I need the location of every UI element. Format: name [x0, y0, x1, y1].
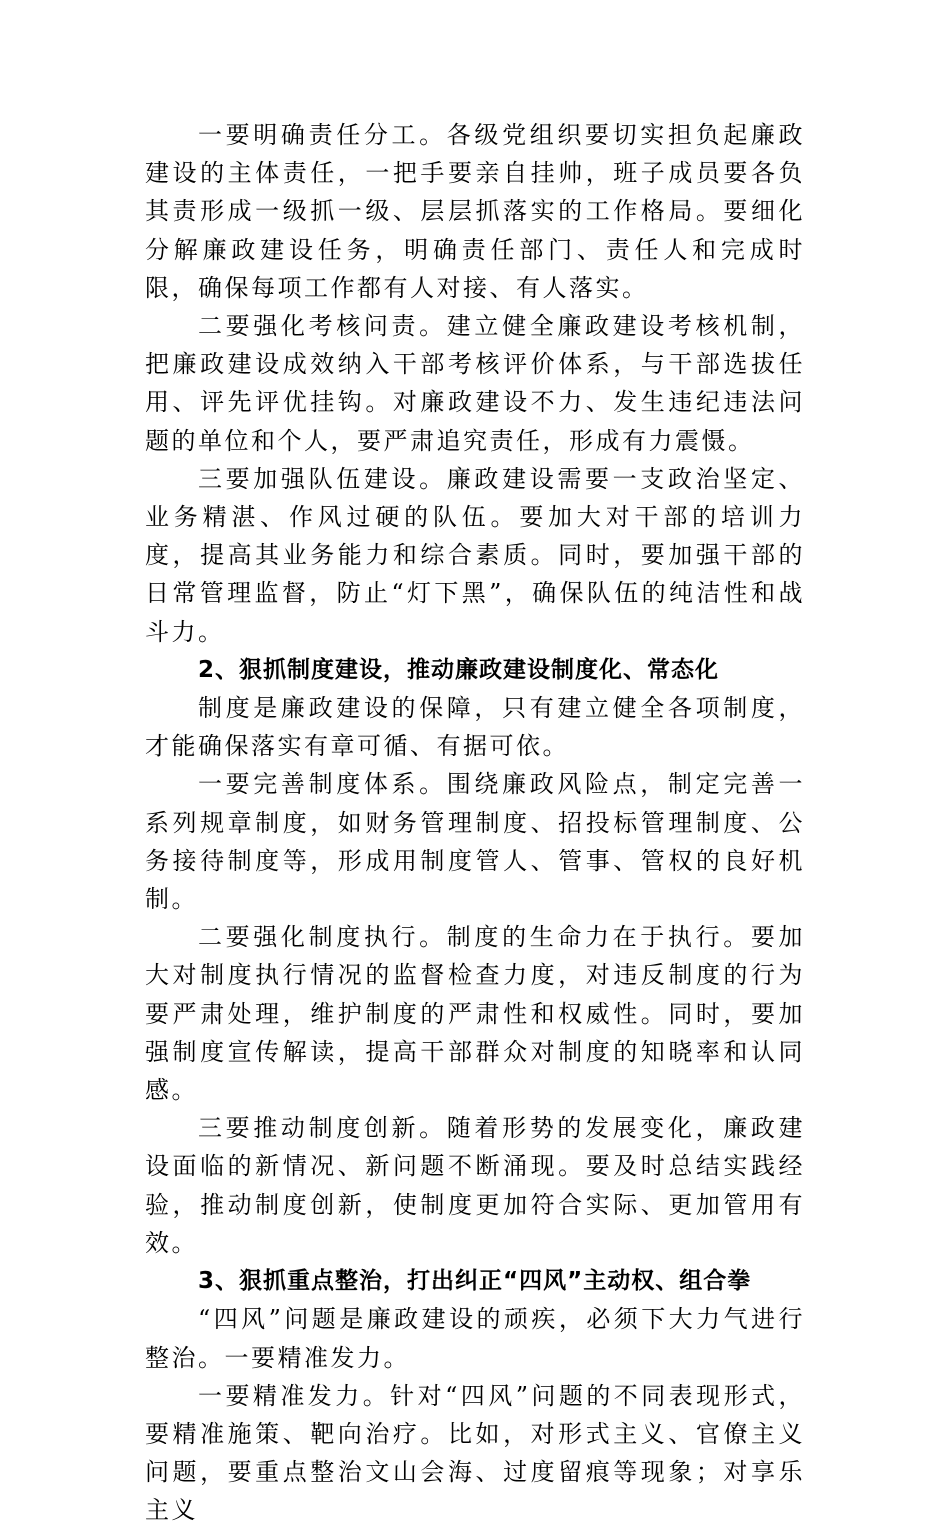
paragraph-four-winds-intro: “四风”问题是廉政建设的顽疾，必须下大力气进行整治。一要精准发力。	[145, 1305, 805, 1372]
paragraph-responsibility: 一要明确责任分工。各级党组织要切实担负起廉政建设的主体责任，一把手要亲自挂帅，班子成员要各负其责形成一级抓一级、层层抓落实的工作格局。要细化分解廉政建设任务，明确责任部门、责任人和完成时限，确保每项工作都有人对接、有人落实。	[145, 121, 805, 302]
section-heading-key-rectification: 3、狠抓重点整治，打出纠正“四风”主动权、组合拳	[198, 1268, 752, 1295]
paragraph-team-building: 三要加强队伍建设。廉政建设需要一支政治坚定、业务精湛、作风过硬的队伍。要加大对干部的培训力度，提高其业务能力和综合素质。同时，要加强干部的日常管理监督，防止“灯下黑”，确保队伍的纯洁性和战斗力。	[145, 464, 805, 646]
paragraph-accountability: 二要强化考核问责。建立健全廉政建设考核机制，把廉政建设成效纳入干部考核评价体系，与干部选拔任用、评先评优挂钩。对廉政建设不力、发生违纪违法问题的单位和个人，要严肃追究责任，形成有力震慑。	[145, 312, 805, 455]
paragraph-precise-action: 一要精准发力。针对“四风”问题的不同表现形式，要精准施策、靶向治疗。比如，对形式主义、官僚主义问题，要重点整治文山会海、过度留痕等现象；对享乐主义	[145, 1381, 805, 1525]
document-body	[145, 116, 805, 1530]
paragraph-institution-intro: 制度是廉政建设的保障，只有建立健全各项制度，才能确保落实有章可循、有据可依。	[145, 694, 805, 761]
paragraph-enforce-system: 二要强化制度执行。制度的生命力在于执行。要加大对制度执行情况的监督检查力度，对违反制度的行为要严肃处理，维护制度的严肃性和权威性。同时，要加强制度宣传解读，提高干部群众对制度的知晓率和认同感。	[145, 923, 805, 1105]
section-heading-institution-building: 2、狠抓制度建设，推动廉政建设制度化、常态化	[198, 656, 720, 683]
paragraph-improve-system: 一要完善制度体系。围绕廉政风险点，制定完善一系列规章制度，如财务管理制度、招投标管理制度、公务接待制度等，形成用制度管人、管事、管权的良好机制。	[145, 770, 805, 914]
paragraph-innovate-system: 三要推动制度创新。随着形势的发展变化，廉政建设面临的新情况、新问题不断涌现。要及时总结实践经验，推动制度创新，使制度更加符合实际、更加管用有效。	[145, 1114, 805, 1257]
